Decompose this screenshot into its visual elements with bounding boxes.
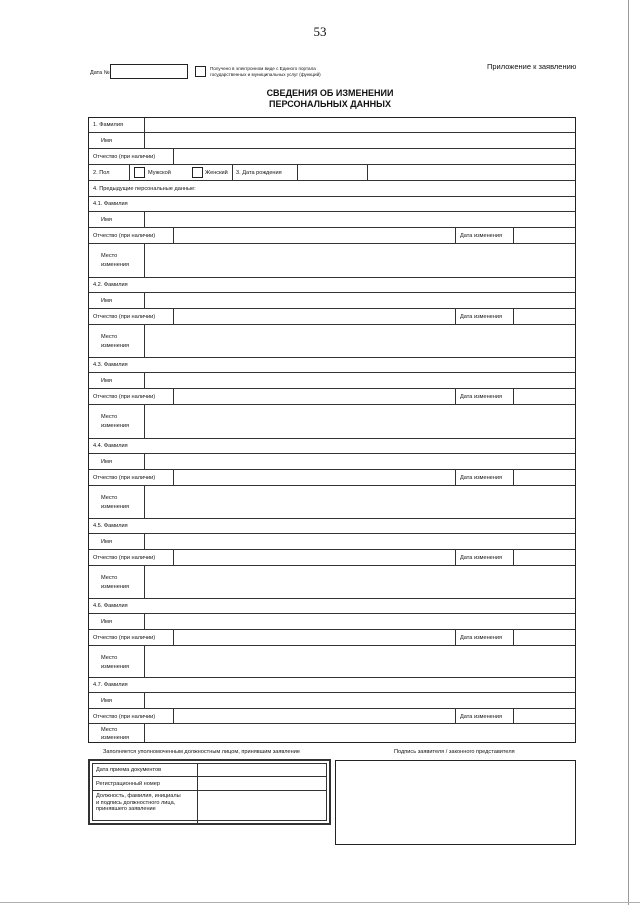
prev-patronymic-label: Отчество (при наличии) (93, 555, 156, 561)
prev-patronymic-label: Отчество (при наличии) (93, 475, 156, 481)
prev-patronymic-row-7[interactable] (89, 708, 575, 723)
appendix-label: Приложение к заявлению (487, 62, 577, 71)
male-checkbox[interactable] (134, 167, 145, 178)
change-date-label: Дата изменения (460, 394, 503, 400)
prev-place-row-1[interactable] (89, 243, 575, 277)
prev-surname-label: 4.2. Фамилия (93, 282, 128, 288)
prev-patronymic-row-4[interactable] (89, 469, 575, 485)
change-place-label: Место изменения (101, 334, 130, 349)
prev-surname-row-5[interactable] (89, 518, 575, 533)
previous-data-header (89, 180, 575, 196)
prev-surname-label: 4.1. Фамилия (93, 201, 128, 207)
prev-name-row-6[interactable] (89, 613, 575, 629)
female-label: Женский (205, 170, 228, 176)
patronymic-label: Отчество (при наличии) (93, 154, 156, 160)
prev-name-label: Имя (101, 298, 112, 304)
change-date-label: Дата изменения (460, 555, 503, 561)
prev-surname-row-1[interactable] (89, 196, 575, 211)
official-label: Должность, фамилия, инициалы и подпись должностного лица, принявшего заявление (96, 793, 181, 813)
name-label: Имя (101, 138, 112, 144)
prev-place-row-6[interactable] (89, 645, 575, 677)
patronymic-row[interactable] (89, 148, 575, 164)
male-label: Мужской (148, 170, 171, 176)
prev-surname-row-2[interactable] (89, 277, 575, 292)
prev-surname-row-3[interactable] (89, 357, 575, 372)
prev-surname-label: 4.5. Фамилия (93, 523, 128, 529)
prev-surname-row-7[interactable] (89, 677, 575, 692)
change-place-label: Место изменения (101, 253, 130, 268)
prev-place-row-4[interactable] (89, 485, 575, 518)
prev-place-row-5[interactable] (89, 565, 575, 598)
surname-label: 1. Фамилия (93, 122, 123, 128)
prev-surname-label: 4.7. Фамилия (93, 682, 128, 688)
name-row[interactable] (89, 132, 575, 148)
change-place-label: Место изменения (101, 655, 130, 670)
change-place-label: Место изменения (101, 414, 130, 429)
prev-patronymic-label: Отчество (при наличии) (93, 233, 156, 239)
prev-name-label: Имя (101, 378, 112, 384)
prev-patronymic-label: Отчество (при наличии) (93, 314, 156, 320)
reg-number-row[interactable] (93, 776, 326, 790)
page-edge-bottom (0, 902, 640, 903)
page-number: 53 (313, 24, 327, 39)
prev-name-label: Имя (101, 619, 112, 625)
prev-place-row-2[interactable] (89, 324, 575, 357)
prev-patronymic-row-2[interactable] (89, 308, 575, 324)
prev-surname-row-6[interactable] (89, 598, 575, 613)
prev-surname-label: 4.6. Фамилия (93, 603, 128, 609)
reception-date-label: Дата приема документов (96, 767, 162, 773)
prev-name-row-7[interactable] (89, 692, 575, 708)
prev-surname-label: 4.4. Фамилия (93, 443, 128, 449)
form-title (0, 88, 640, 110)
prev-surname-row-4[interactable] (89, 438, 575, 453)
prev-place-row-7[interactable] (89, 723, 575, 742)
change-place-label: Место изменения (101, 495, 130, 510)
prev-place-row-3[interactable] (89, 404, 575, 438)
change-place-label: Место изменения (101, 575, 130, 590)
prev-surname-label: 4.3. Фамилия (93, 362, 128, 368)
prev-name-label: Имя (101, 698, 112, 704)
prev-name-row-1[interactable] (89, 211, 575, 227)
personal-data-form (88, 117, 576, 743)
sex-label: 2. Пол (93, 170, 110, 176)
registration-box (88, 759, 331, 825)
prev-patronymic-row-6[interactable] (89, 629, 575, 645)
change-date-label: Дата изменения (460, 635, 503, 641)
change-date-label: Дата изменения (460, 475, 503, 481)
surname-row[interactable] (89, 118, 575, 132)
female-checkbox[interactable] (192, 167, 203, 178)
portal-note: Получено в электронном виде с Единого портала государственных и муниципальных услуг (функций) (210, 66, 321, 77)
page-edge-right (628, 0, 629, 905)
official-caption: Заполняется уполномоченным должностным лицом, принявшим заявление (103, 749, 300, 755)
prev-name-row-5[interactable] (89, 533, 575, 549)
sex-birth-row (89, 164, 575, 180)
prev-name-label: Имя (101, 217, 112, 223)
date-number-field[interactable] (110, 64, 188, 79)
prev-name-row-2[interactable] (89, 292, 575, 308)
form-title-line2: ПЕРСОНАЛЬНЫХ ДАННЫХ (269, 99, 391, 109)
portal-received-checkbox[interactable] (195, 66, 206, 77)
prev-patronymic-row-1[interactable] (89, 227, 575, 243)
reg-number-label: Регистрационный номер (96, 781, 160, 787)
prev-patronymic-label: Отчество (при наличии) (93, 394, 156, 400)
date-label: Дата № (90, 70, 110, 76)
prev-patronymic-row-3[interactable] (89, 388, 575, 404)
signature-caption: Подпись заявителя / законного представителя (394, 749, 515, 755)
previous-data-label: 4. Предыдущие персональные данные: (93, 186, 196, 192)
change-date-label: Дата изменения (460, 314, 503, 320)
prev-name-label: Имя (101, 539, 112, 545)
reception-date-row[interactable] (93, 764, 326, 776)
change-date-label: Дата изменения (460, 714, 503, 720)
prev-patronymic-label: Отчество (при наличии) (93, 714, 156, 720)
prev-name-row-3[interactable] (89, 372, 575, 388)
change-date-label: Дата изменения (460, 233, 503, 239)
prev-name-row-4[interactable] (89, 453, 575, 469)
prev-patronymic-row-5[interactable] (89, 549, 575, 565)
prev-name-label: Имя (101, 459, 112, 465)
form-title-line1: СВЕДЕНИЯ ОБ ИЗМЕНЕНИИ (266, 88, 394, 98)
change-place-label: Место изменения (101, 727, 130, 741)
official-row[interactable] (93, 790, 326, 824)
signature-box[interactable] (335, 760, 576, 845)
birth-date-label: 3. Дата рождения (236, 170, 282, 176)
prev-patronymic-label: Отчество (при наличии) (93, 635, 156, 641)
